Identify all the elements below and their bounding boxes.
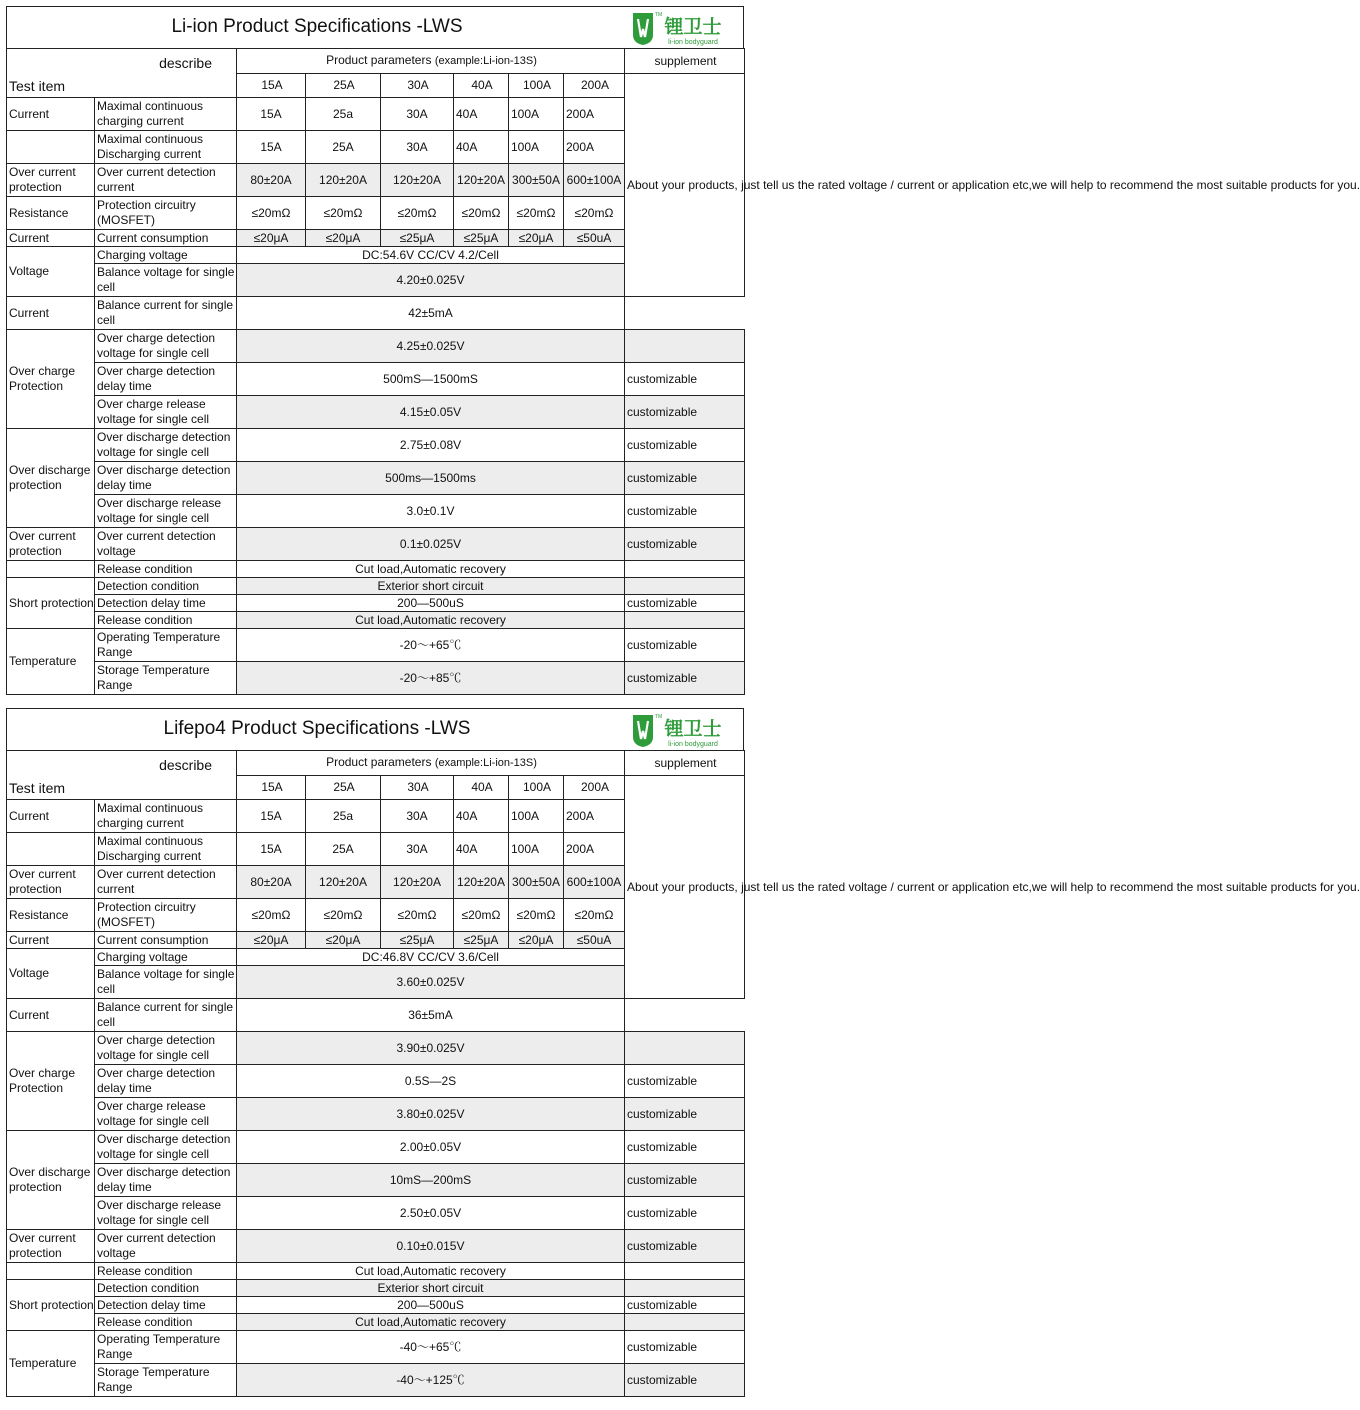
desc-cell: Over discharge detection voltage for single cell xyxy=(95,429,237,462)
group-label xyxy=(7,561,95,578)
value-cell: 30A xyxy=(381,131,454,164)
supplement-cell: customizable xyxy=(625,1065,745,1098)
group-label: Over current protection xyxy=(7,528,95,561)
desc-cell: Over current detection voltage xyxy=(95,1230,237,1263)
value-cell: 40A xyxy=(454,98,509,131)
desc-cell: Over discharge detection delay time xyxy=(95,462,237,495)
desc-cell: Detection condition xyxy=(95,578,237,595)
supplement-cell: customizable xyxy=(625,1331,745,1364)
value-cell: 25a xyxy=(306,98,381,131)
desc-cell: Protection circuitry (MOSFET) xyxy=(95,899,237,932)
supplement-cell: customizable xyxy=(625,1197,745,1230)
value-cell: ≤20μA xyxy=(306,230,381,247)
value-cell: ≤25μA xyxy=(381,230,454,247)
value-cell: 200A xyxy=(564,800,625,833)
spec-table xyxy=(6,48,1360,695)
supplement-cell xyxy=(625,612,745,629)
value-cell: 0.10±0.015V xyxy=(237,1230,625,1263)
value-cell: 15A xyxy=(237,131,306,164)
value-cell: ≤20mΩ xyxy=(454,899,509,932)
value-cell: -40～+125℃ xyxy=(237,1364,625,1397)
value-cell: 120±20A xyxy=(381,164,454,197)
desc-cell: Over discharge detection voltage for single cell xyxy=(95,1131,237,1164)
desc-cell: Over charge release voltage for single cell xyxy=(95,396,237,429)
value-cell: ≤20μA xyxy=(237,932,306,949)
desc-cell: Over discharge release voltage for single cell xyxy=(95,495,237,528)
describe-label: describe xyxy=(159,757,212,773)
group-label: Current xyxy=(7,297,95,330)
supplement-cell: customizable xyxy=(625,396,745,429)
value-cell: DC:46.8V CC/CV 3.6/Cell xyxy=(237,949,625,966)
header-test-item xyxy=(7,49,237,98)
value-cell: ≤20μA xyxy=(509,230,564,247)
value-cell: ≤25μA xyxy=(454,932,509,949)
desc-cell: Over discharge release voltage for single cell xyxy=(95,1197,237,1230)
panel-title: Li-ion Product Specifications -LWS xyxy=(171,16,463,37)
group-label: Over charge Protection xyxy=(7,330,95,429)
amp-header: 40A xyxy=(454,776,509,800)
value-cell: -40～+65℃ xyxy=(237,1331,625,1364)
desc-cell: Protection circuitry (MOSFET) xyxy=(95,197,237,230)
group-label: Resistance xyxy=(7,899,95,932)
title-row xyxy=(6,708,744,750)
value-cell: 100A xyxy=(509,131,564,164)
supplement-header: supplement xyxy=(625,49,745,74)
supplement-cell: customizable xyxy=(625,1131,745,1164)
desc-cell: Detection condition xyxy=(95,1280,237,1297)
group-label: Voltage xyxy=(7,247,95,297)
group-label: Over charge Protection xyxy=(7,1032,95,1131)
group-label: Current xyxy=(7,230,95,247)
value-cell: ≤20mΩ xyxy=(454,197,509,230)
supplement-cell xyxy=(625,1314,745,1331)
amp-header: 200A xyxy=(564,74,625,98)
svg-text:li-ion bodyguard: li-ion bodyguard xyxy=(668,39,718,46)
value-cell: 600±100A xyxy=(564,164,625,197)
value-cell: 42±5mA xyxy=(237,297,625,330)
value-cell: 120±20A xyxy=(306,866,381,899)
desc-cell: Maximal continuous Discharging current xyxy=(95,131,237,164)
group-label: Temperature xyxy=(7,629,95,695)
supplement-cell: customizable xyxy=(625,1230,745,1263)
value-cell: 15A xyxy=(237,800,306,833)
group-label: Current xyxy=(7,932,95,949)
desc-cell: Release condition xyxy=(95,1314,237,1331)
desc-cell: Maximal continuous charging current xyxy=(95,800,237,833)
value-cell: 40A xyxy=(454,800,509,833)
value-cell: 200—500uS xyxy=(237,595,625,612)
value-cell: 36±5mA xyxy=(237,999,625,1032)
value-cell: 300±50A xyxy=(509,164,564,197)
desc-cell: Over charge detection delay time xyxy=(95,363,237,396)
desc-cell: Operating Temperature Range xyxy=(95,629,237,662)
supplement-cell: customizable xyxy=(625,495,745,528)
supplement-cell xyxy=(625,1263,745,1280)
desc-cell: Over charge release voltage for single cell xyxy=(95,1098,237,1131)
supplement-note: About your products, just tell us the rated voltage / current or application etc,we will help to recommend the most suitable products for you. xyxy=(625,776,745,999)
desc-cell: Balance voltage for single cell xyxy=(95,966,237,999)
value-cell: ≤20mΩ xyxy=(381,197,454,230)
desc-cell: Over charge detection voltage for single cell xyxy=(95,330,237,363)
spec-table xyxy=(6,750,1360,1397)
value-cell: 100A xyxy=(509,800,564,833)
test-item-label: Test item xyxy=(9,78,66,94)
value-cell: 3.0±0.1V xyxy=(237,495,625,528)
group-label xyxy=(7,833,95,866)
desc-cell: Current consumption xyxy=(95,230,237,247)
value-cell: ≤20mΩ xyxy=(564,197,625,230)
desc-cell: Balance current for single cell xyxy=(95,297,237,330)
product-parameters-header: Product parameters (example:Li-ion-13S) xyxy=(237,751,625,776)
value-cell: 500ms—1500ms xyxy=(237,462,625,495)
amp-header: 30A xyxy=(381,776,454,800)
value-cell: 300±50A xyxy=(509,866,564,899)
value-cell: 100A xyxy=(509,98,564,131)
group-label: Current xyxy=(7,999,95,1032)
value-cell: 3.90±0.025V xyxy=(237,1032,625,1065)
amp-header: 15A xyxy=(237,74,306,98)
supplement-header: supplement xyxy=(625,751,745,776)
value-cell: 500mS—1500mS xyxy=(237,363,625,396)
group-label: Voltage xyxy=(7,949,95,999)
value-cell: 40A xyxy=(454,131,509,164)
group-label xyxy=(7,131,95,164)
group-label xyxy=(7,1263,95,1280)
value-cell: 15A xyxy=(237,833,306,866)
value-cell: 120±20A xyxy=(306,164,381,197)
amp-header: 100A xyxy=(509,776,564,800)
value-cell: Cut load,Automatic recovery xyxy=(237,561,625,578)
supplement-cell: customizable xyxy=(625,1098,745,1131)
value-cell: 15A xyxy=(237,98,306,131)
supplement-cell: customizable xyxy=(625,363,745,396)
group-label: Over current protection xyxy=(7,866,95,899)
desc-cell: Over current detection voltage xyxy=(95,528,237,561)
value-cell: 200—500uS xyxy=(237,1297,625,1314)
supplement-cell: customizable xyxy=(625,462,745,495)
amp-header: 30A xyxy=(381,74,454,98)
header-test-item xyxy=(7,751,237,800)
amp-header: 15A xyxy=(237,776,306,800)
value-cell: 2.75±0.08V xyxy=(237,429,625,462)
desc-cell: Balance voltage for single cell xyxy=(95,264,237,297)
group-label: Short protection xyxy=(7,578,95,629)
value-cell: 2.00±0.05V xyxy=(237,1131,625,1164)
value-cell: 10mS—200mS xyxy=(237,1164,625,1197)
value-cell: 200A xyxy=(564,98,625,131)
value-cell: 120±20A xyxy=(454,866,509,899)
group-label: Current xyxy=(7,800,95,833)
value-cell: 600±100A xyxy=(564,866,625,899)
svg-text:li-ion bodyguard: li-ion bodyguard xyxy=(668,741,718,748)
value-cell: 120±20A xyxy=(381,866,454,899)
value-cell: 100A xyxy=(509,833,564,866)
value-cell: 200A xyxy=(564,833,625,866)
supplement-cell: customizable xyxy=(625,595,745,612)
desc-cell: Release condition xyxy=(95,612,237,629)
supplement-cell: customizable xyxy=(625,429,745,462)
value-cell: 4.15±0.05V xyxy=(237,396,625,429)
value-cell: ≤20mΩ xyxy=(237,899,306,932)
desc-cell: Detection delay time xyxy=(95,1297,237,1314)
supplement-cell xyxy=(625,1280,745,1297)
value-cell: 25A xyxy=(306,131,381,164)
value-cell: ≤20mΩ xyxy=(306,197,381,230)
group-label: Temperature xyxy=(7,1331,95,1397)
value-cell: 4.20±0.025V xyxy=(237,264,625,297)
value-cell: -20～+65℃ xyxy=(237,629,625,662)
value-cell: -20～+85℃ xyxy=(237,662,625,695)
supplement-note: About your products, just tell us the rated voltage / current or application etc,we will help to recommend the most suitable products for you. xyxy=(625,74,745,297)
brand-logo-icon xyxy=(629,9,741,47)
value-cell: DC:54.6V CC/CV 4.2/Cell xyxy=(237,247,625,264)
value-cell: 4.25±0.025V xyxy=(237,330,625,363)
value-cell: Cut load,Automatic recovery xyxy=(237,1314,625,1331)
title-row xyxy=(6,6,744,48)
group-label: Over current protection xyxy=(7,164,95,197)
amp-header: 100A xyxy=(509,74,564,98)
value-cell: ≤20mΩ xyxy=(237,197,306,230)
group-label: Resistance xyxy=(7,197,95,230)
desc-cell: Maximal continuous charging current xyxy=(95,98,237,131)
desc-cell: Over current detection current xyxy=(95,164,237,197)
value-cell: Exterior short circuit xyxy=(237,1280,625,1297)
supplement-cell xyxy=(625,578,745,595)
desc-cell: Release condition xyxy=(95,561,237,578)
svg-text:锂卫士: 锂卫士 xyxy=(664,718,722,740)
supplement-cell xyxy=(625,1032,745,1065)
value-cell: 25a xyxy=(306,800,381,833)
desc-cell: Over charge detection voltage for single cell xyxy=(95,1032,237,1065)
value-cell: 40A xyxy=(454,833,509,866)
value-cell: 30A xyxy=(381,833,454,866)
brand-logo-icon xyxy=(629,711,741,749)
amp-header: 25A xyxy=(306,74,381,98)
value-cell: Exterior short circuit xyxy=(237,578,625,595)
value-cell: ≤20mΩ xyxy=(509,899,564,932)
value-cell: 80±20A xyxy=(237,866,306,899)
spec-panel-2 xyxy=(6,708,1360,1397)
value-cell: 0.5S—2S xyxy=(237,1065,625,1098)
value-cell: 25A xyxy=(306,833,381,866)
desc-cell: Storage Temperature Range xyxy=(95,662,237,695)
supplement-cell: customizable xyxy=(625,1297,745,1314)
value-cell: ≤20mΩ xyxy=(381,899,454,932)
value-cell: 2.50±0.05V xyxy=(237,1197,625,1230)
amp-header: 200A xyxy=(564,776,625,800)
group-label: Over discharge protection xyxy=(7,1131,95,1230)
value-cell: Cut load,Automatic recovery xyxy=(237,612,625,629)
value-cell: ≤20μA xyxy=(237,230,306,247)
amp-header: 25A xyxy=(306,776,381,800)
desc-cell: Over charge detection delay time xyxy=(95,1065,237,1098)
value-cell: Cut load,Automatic recovery xyxy=(237,1263,625,1280)
desc-cell: Over discharge detection delay time xyxy=(95,1164,237,1197)
supplement-cell: customizable xyxy=(625,1164,745,1197)
value-cell: ≤50uA xyxy=(564,230,625,247)
value-cell: ≤20mΩ xyxy=(564,899,625,932)
value-cell: ≤50uA xyxy=(564,932,625,949)
product-parameters-header: Product parameters (example:Li-ion-13S) xyxy=(237,49,625,74)
value-cell: ≤25μA xyxy=(454,230,509,247)
value-cell: ≤20μA xyxy=(306,932,381,949)
value-cell: 80±20A xyxy=(237,164,306,197)
panel-title: Lifepo4 Product Specifications -LWS xyxy=(163,718,471,739)
supplement-cell: customizable xyxy=(625,1364,745,1397)
group-label: Short protection xyxy=(7,1280,95,1331)
supplement-cell: customizable xyxy=(625,629,745,662)
supplement-cell: customizable xyxy=(625,528,745,561)
svg-text:TM: TM xyxy=(655,714,663,720)
desc-cell: Balance current for single cell xyxy=(95,999,237,1032)
desc-cell: Charging voltage xyxy=(95,247,237,264)
value-cell: 3.80±0.025V xyxy=(237,1098,625,1131)
test-item-label: Test item xyxy=(9,780,66,796)
group-label: Current xyxy=(7,98,95,131)
svg-text:锂卫士: 锂卫士 xyxy=(664,16,722,38)
value-cell: ≤20mΩ xyxy=(306,899,381,932)
desc-cell: Maximal continuous Discharging current xyxy=(95,833,237,866)
value-cell: 120±20A xyxy=(454,164,509,197)
value-cell: 3.60±0.025V xyxy=(237,966,625,999)
desc-cell: Release condition xyxy=(95,1263,237,1280)
value-cell: ≤25μA xyxy=(381,932,454,949)
desc-cell: Current consumption xyxy=(95,932,237,949)
group-label: Over current protection xyxy=(7,1230,95,1263)
value-cell: ≤20μA xyxy=(509,932,564,949)
describe-label: describe xyxy=(159,55,212,71)
value-cell: 0.1±0.025V xyxy=(237,528,625,561)
supplement-cell: customizable xyxy=(625,662,745,695)
value-cell: ≤20mΩ xyxy=(509,197,564,230)
desc-cell: Detection delay time xyxy=(95,595,237,612)
value-cell: 30A xyxy=(381,98,454,131)
svg-text:TM: TM xyxy=(655,12,663,18)
desc-cell: Operating Temperature Range xyxy=(95,1331,237,1364)
desc-cell: Storage Temperature Range xyxy=(95,1364,237,1397)
supplement-cell xyxy=(625,330,745,363)
value-cell: 200A xyxy=(564,131,625,164)
amp-header: 40A xyxy=(454,74,509,98)
desc-cell: Charging voltage xyxy=(95,949,237,966)
spec-panel-1 xyxy=(6,6,1360,695)
group-label: Over discharge protection xyxy=(7,429,95,528)
desc-cell: Over current detection current xyxy=(95,866,237,899)
supplement-cell xyxy=(625,561,745,578)
value-cell: 30A xyxy=(381,800,454,833)
